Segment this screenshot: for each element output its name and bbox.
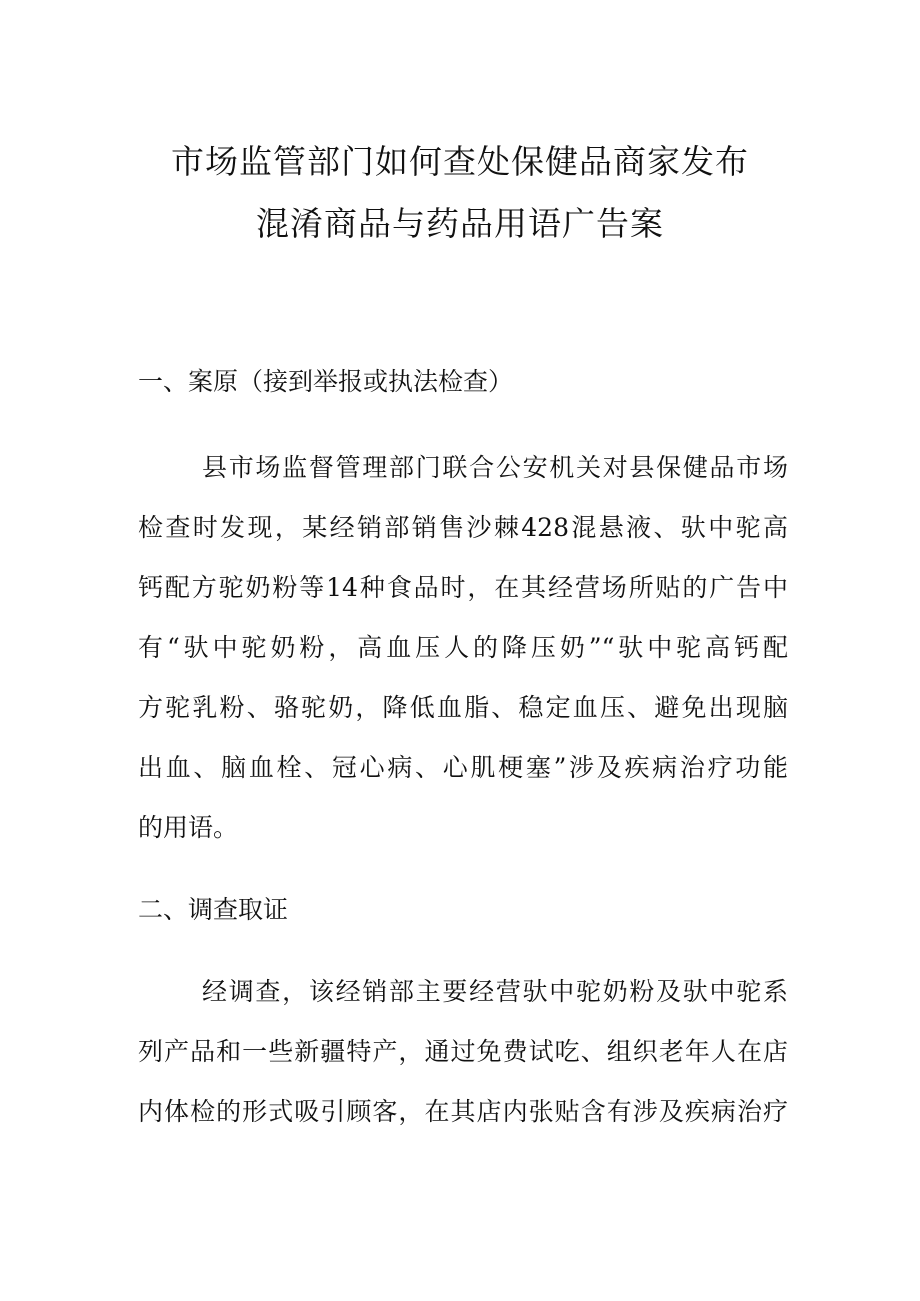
paragraph-line: 内体检的形式吸引顾客，在其店内张贴含有涉及疾病治疗 — [138, 1097, 788, 1126]
section-paragraph-investigation — [138, 962, 788, 1142]
paragraph-line: 列产品和一些新疆特产，通过免费试吃、组织老年人在店 — [138, 1037, 788, 1066]
paragraph-line: 检查时发现，某经销部销售沙棘428混悬液、驮中驼高 — [138, 513, 788, 542]
paragraph-line: 有“驮中驼奶粉，高血压人的降压奶”“驮中驼高钙配 — [138, 633, 788, 662]
paragraph-line: 方驼乳粉、骆驼奶，降低血脂、稳定血压、避免出现脑 — [138, 693, 788, 722]
paragraph-line: 经调查，该经销部主要经营驮中驼奶粉及驮中驼系 — [202, 977, 788, 1006]
title-line-2: 混淆商品与药品用语广告案 — [256, 204, 664, 243]
title-line-1: 市场监管部门如何查处保健品商家发布 — [171, 142, 749, 181]
paragraph-line: 出血、脑血栓、冠心病、心肌梗塞”涉及疾病治疗功能 — [138, 753, 788, 782]
section-heading-case-origin: 一、案原（接到举报或执法检查） — [138, 367, 514, 396]
document-title — [0, 131, 920, 255]
paragraph-line: 的用语。 — [138, 813, 239, 842]
paragraph-line: 县市场监督管理部门联合公安机关对县保健品市场 — [202, 453, 788, 482]
section-paragraph-case-origin — [138, 438, 788, 858]
paragraph-line: 钙配方驼奶粉等14种食品时，在其经营场所贴的广告中 — [138, 573, 788, 602]
section-heading-investigation: 二、调查取证 — [138, 895, 289, 924]
